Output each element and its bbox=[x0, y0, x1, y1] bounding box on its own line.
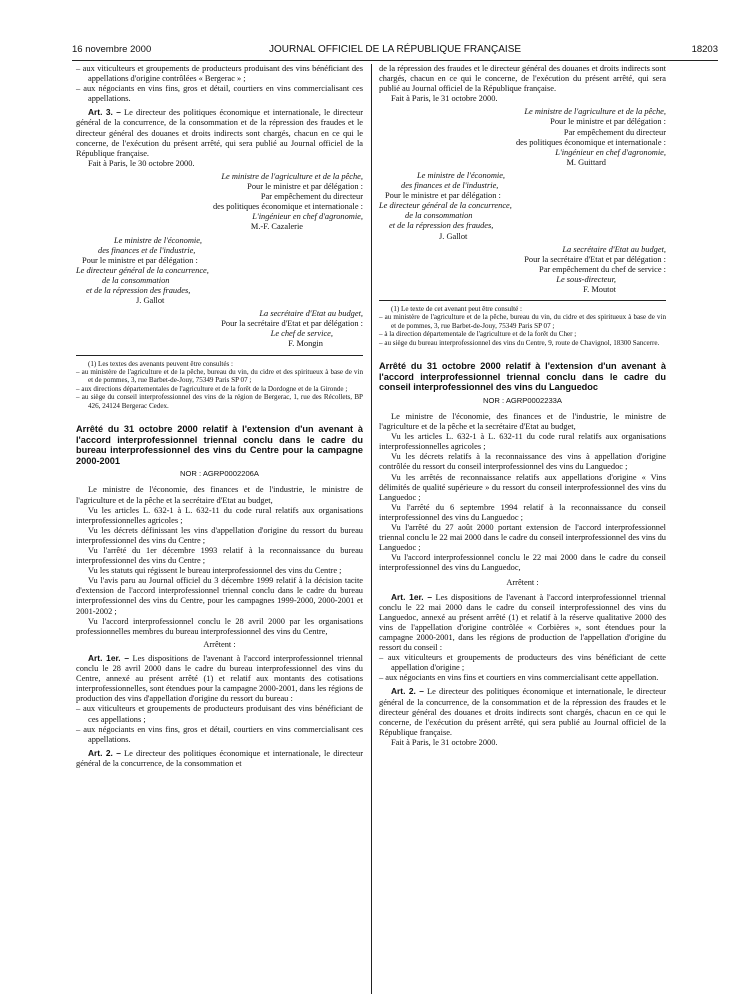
nor-reference: NOR : AGRP0002233A bbox=[483, 395, 562, 405]
fait-a-paris: Fait à Paris, le 31 octobre 2000. bbox=[391, 94, 498, 104]
signature-line: L'ingénieur en chef d'agronomie, bbox=[252, 212, 363, 222]
arretent-heading: Arrêtent : bbox=[203, 639, 236, 649]
article-text: Le directeur des politiques économique et internationale, le directeur général de la concurrence, de la consommation et de la répression des fraudes et le directeur général des douanes et droits indirects sont chargés, chacun en ce qui le concerne, de l'exécution du présent arrêté, qui sera publié au Journal officiel de la République française. bbox=[76, 108, 363, 158]
signature-line: Pour le ministre et par délégation : bbox=[550, 117, 666, 127]
article-text: Les dispositions de l'avenant à l'accord interprofessionnel triennal conclu le 22 mai 2000 dans le cadre du conseil interprofessionnel des vins du Languedoc, annexé au présent arrêté (1) et relatif à la réserve qualitative 2000 des vins de l'appellation d'origine contrôlée « Corbières », sont étendues pour la campagne 2000-2001, dans les régions de production de l'appellation d'origine du ressort du conseil : bbox=[379, 592, 666, 653]
signatory-name: J. Gallot bbox=[136, 296, 165, 306]
article-1 bbox=[76, 653, 363, 704]
signature-block-agriculture bbox=[379, 107, 666, 168]
signature-line: Par empêchement du directeur bbox=[260, 192, 363, 202]
list-item: – aux viticulteurs et groupements de producteurs produisant des vins bénéficiant des appellations d'origine contrôlées « Bergerac » ; bbox=[76, 64, 363, 84]
list-item: – aux viticulteurs et groupements de producteurs des vins bénéficiant de cette appellation d'origine ; bbox=[379, 653, 666, 673]
signature-line: Pour le ministre et par délégation : bbox=[82, 255, 198, 265]
article-1 bbox=[379, 592, 666, 654]
signature-line: Le chef de service, bbox=[270, 329, 333, 339]
body-paragraph: Vu les articles L. 632-1 à L. 632-11 du code rural relatifs aux organisations interprofessionnelles agricoles ; bbox=[379, 432, 666, 452]
signature-line: Par empêchement du chef de service : bbox=[539, 264, 666, 274]
footnote: (1) Les textes des avenants peuvent être consultés : bbox=[88, 359, 233, 368]
footnote: – à la direction départementale de l'agriculture et de la forêt du Cher ; bbox=[379, 330, 577, 339]
signature-line: des finances et de l'industrie, bbox=[98, 245, 196, 255]
list-item: – aux négociants en vins fins, gros et détail, courtiers en vins commercialisant ces appellations. bbox=[76, 84, 363, 104]
signature-line: Le ministre de l'économie, bbox=[417, 170, 506, 180]
signatory-name: J. Gallot bbox=[439, 231, 468, 241]
list-item: – aux négociants en vins fins, gros et détail, courtiers en vins commercialisant ces appellations. bbox=[76, 724, 363, 744]
signature-line: de la consommation bbox=[405, 211, 473, 221]
article-text: Le directeur des politiques économique et internationale, le directeur général de la concurrence, de la consommation et bbox=[76, 748, 363, 768]
right-column bbox=[379, 64, 666, 748]
header-date: 16 novembre 2000 bbox=[72, 44, 152, 55]
decree-title: Arrêté du 31 octobre 2000 relatif à l'extension d'un avenant à l'accord interprofessionnel triennal conclu dans le cadre du conseil interprofessionnel des vins du Languedoc bbox=[379, 361, 666, 393]
article-2 bbox=[379, 686, 666, 737]
body-paragraph: Le ministre de l'économie, des finances et de l'industrie, le ministre de l'agriculture et de la pêche et la secrétaire d'Etat au budget, bbox=[76, 485, 363, 505]
signature-line: des politiques économique et internationale : bbox=[212, 202, 363, 212]
decree-title: Arrêté du 31 octobre 2000 relatif à l'extension d'un avenant à l'accord interprofessionnel triennal conclu dans le cadre du bureau interprofessionnel des vins du Centre pour la campagne 2000-2001 bbox=[76, 423, 363, 466]
signature-line: des politiques économique et internationale : bbox=[515, 137, 666, 147]
footnote: – au ministère de l'agriculture et de la pêche, bureau du vin, du cidre et des spiritueux à base de vin et de pommes, 3, rue Barbet-de-Jouy, 75349 Paris SP 07 ; bbox=[76, 367, 363, 385]
footnotes bbox=[379, 300, 666, 347]
signature-block-agriculture bbox=[76, 172, 363, 233]
column-divider bbox=[371, 64, 372, 994]
body-paragraph: Vu l'avis paru au Journal officiel du 3 décembre 1999 relatif à la décision tacite d'extension de l'accord interprofessionnel triennal conclu dans le cadre du bureau interprofessionnel des vins du Centre, pour les campagnes 1999-2000, 2000-2001 et 2001-2002 ; bbox=[76, 576, 363, 616]
body-paragraph: Vu les arrêtés de reconnaissance relatifs aux appellations d'origine « Vins délimités de qualité supérieure » du ressort du conseil interprofessionnel des vins du Languedoc ; bbox=[379, 472, 666, 502]
signature-line: Le ministre de l'agriculture et de la pêche, bbox=[524, 107, 666, 117]
signature-block-economie bbox=[379, 171, 666, 242]
body-paragraph: Vu l'arrêté du 27 août 2000 portant extension de l'accord interprofessionnel triennal conclu le 22 mai 2000 dans le cadre du conseil interprofessionnel des vins du Languedoc ; bbox=[379, 523, 666, 553]
signature-line: Le directeur général de la concurrence, bbox=[379, 201, 512, 211]
footnote: – au ministère de l'agriculture et de la pêche, bureau du vin, du cidre et des spiritueux à base de vin et de pommes, 3, rue Barbet-de-Jouy, 75349 Paris SP 07 ; bbox=[379, 313, 666, 330]
signatory-name: F. Moutot bbox=[583, 284, 616, 294]
header-rule bbox=[72, 60, 718, 61]
body-paragraph: Vu l'accord interprofessionnel conclu le 22 mai 2000 dans le cadre du conseil interprofessionnel des vins du Languedoc, bbox=[379, 553, 666, 573]
page-header bbox=[72, 44, 718, 60]
signature-block-economie bbox=[76, 236, 363, 307]
article-label: Art. 1er. – bbox=[391, 591, 433, 602]
signature-line: La secrétaire d'Etat au budget, bbox=[259, 309, 363, 319]
signature-line: La secrétaire d'Etat au budget, bbox=[562, 244, 666, 254]
left-column bbox=[76, 64, 363, 769]
signature-line: L'ingénieur en chef d'agronomie, bbox=[555, 147, 666, 157]
body-paragraph: Vu les décrets définissant les vins d'appellation d'origine du ressort du bureau interprofessionnel des vins du Centre ; bbox=[76, 525, 363, 545]
article-text: Le directeur des politiques économique et internationale, le directeur général de la concurrence, de la consommation et de la répression des fraudes et le directeur général des douanes et droits indirects sont chargés, chacun en ce qui le concerne, de l'exécution du présent arrêté, qui sera publié au Journal officiel de la République française. bbox=[379, 687, 666, 737]
list-item: – aux négociants en vins fins et courtiers en vins commercialisant cette appellation. bbox=[379, 673, 659, 683]
body-paragraph: Vu l'arrêté du 6 septembre 1994 relatif à la reconnaissance du conseil interprofessionnel des vins du Languedoc ; bbox=[379, 502, 666, 522]
article-3 bbox=[76, 107, 363, 158]
footnotes bbox=[76, 355, 363, 410]
footnote: (1) Le texte de cet avenant peut être consulté : bbox=[391, 305, 522, 314]
signatory-name: F. Mongin bbox=[288, 339, 323, 349]
article-text: Les dispositions de l'avenant à l'accord interprofessionnel triennal conclu le 28 avril 2000 dans le cadre du bureau interprofessionnel des vins du Centre, annexé au présent arrêté (1) et relatif aux montants des cotisations interprofessionnelles, sont étendues pour la campagne 2000-2001, dans les régions de production des vins d'appellation d'origine du ressort du bureau : bbox=[76, 653, 364, 704]
signature-block-budget bbox=[76, 309, 363, 349]
body-paragraph: Vu les statuts qui régissent le bureau interprofessionnel des vins du Centre ; bbox=[88, 566, 342, 576]
article-label: Art. 2. – bbox=[391, 686, 424, 697]
article-label: Art. 2. – bbox=[88, 747, 121, 758]
header-page-number: 18203 bbox=[691, 44, 718, 55]
article-2 bbox=[76, 748, 363, 769]
body-paragraph: Vu les décrets relatifs à la reconnaissance des vins à appellation d'origine contrôlée du ressort du conseil interprofessionnel des vins du Languedoc ; bbox=[379, 452, 666, 472]
article-label: Art. 3. – bbox=[88, 107, 121, 118]
body-paragraph: Vu les articles L. 632-1 à L. 632-11 du code rural relatifs aux organisations interprofessionnelles agricoles ; bbox=[76, 505, 363, 525]
continued-paragraph: de la répression des fraudes et le directeur général des douanes et droits indirects sont chargés, chacun en ce qui le concerne, de l'exécution du présent arrêté, qui sera publié au Journal officiel de la République française. bbox=[379, 64, 666, 94]
signature-block-budget bbox=[379, 245, 666, 295]
footnote: – aux directions départementales de l'agriculture et de la forêt de la Dordogne et de la Gironde ; bbox=[76, 384, 348, 393]
footnote: – au siège du conseil interprofessionnel des vins de la région de Bergerac, 1, rue des Récollets, BP 426, 24124 Bergerac Cedex. bbox=[76, 393, 363, 410]
signature-line: et de la répression des fraudes, bbox=[86, 285, 191, 295]
body-paragraph: Le ministre de l'économie, des finances et de l'industrie, le ministre de l'agriculture et de la pêche et la secrétaire d'Etat au budget, bbox=[379, 411, 666, 432]
list-item: – aux viticulteurs et groupements de producteurs produisant des vins bénéficiant de ces appellations ; bbox=[76, 704, 363, 724]
fait-a-paris: Fait à Paris, le 31 octobre 2000. bbox=[391, 737, 498, 747]
signature-line: Pour le ministre et par délégation : bbox=[385, 191, 501, 201]
signature-line: Le sous-directeur, bbox=[556, 274, 616, 284]
signature-line: de la consommation bbox=[102, 275, 170, 285]
signatory-name: M.-F. Cazalerie bbox=[250, 222, 303, 232]
signature-line: Pour la secrétaire d'Etat et par délégation : bbox=[524, 254, 666, 264]
signature-line: Pour le ministre et par délégation : bbox=[247, 182, 363, 192]
footnote: – au siège du bureau interprofessionnel des vins du Centre, 9, route de Chavignol, 18300 Sancerre. bbox=[379, 338, 660, 347]
body-paragraph: Vu l'accord interprofessionnel conclu le 28 avril 2000 par les organisations professionnelles membres du bureau interprofessionnel des vins du Centre, bbox=[76, 616, 363, 636]
signatory-name: M. Guittard bbox=[566, 157, 606, 167]
signature-line: et de la répression des fraudes, bbox=[389, 221, 494, 231]
signature-line: Le directeur général de la concurrence, bbox=[76, 265, 209, 275]
signature-line: des finances et de l'industrie, bbox=[401, 181, 499, 191]
fait-a-paris: Fait à Paris, le 30 octobre 2000. bbox=[88, 158, 195, 168]
body-paragraph: Vu l'arrêté du 1er décembre 1993 relatif à la reconnaissance du bureau interprofessionnel des vins du Centre ; bbox=[76, 546, 363, 566]
article-label: Art. 1er. – bbox=[88, 652, 130, 663]
signature-line: Pour la secrétaire d'Etat et par délégation : bbox=[221, 319, 363, 329]
signature-line: Par empêchement du directeur bbox=[563, 127, 666, 137]
signature-line: Le ministre de l'agriculture et de la pêche, bbox=[221, 171, 363, 181]
header-journal-title: JOURNAL OFFICIEL DE LA RÉPUBLIQUE FRANÇAISE bbox=[268, 44, 522, 55]
nor-reference: NOR : AGRP0002206A bbox=[180, 469, 259, 479]
arretent-heading: Arrêtent : bbox=[506, 578, 539, 588]
signature-line: Le ministre de l'économie, bbox=[114, 235, 203, 245]
